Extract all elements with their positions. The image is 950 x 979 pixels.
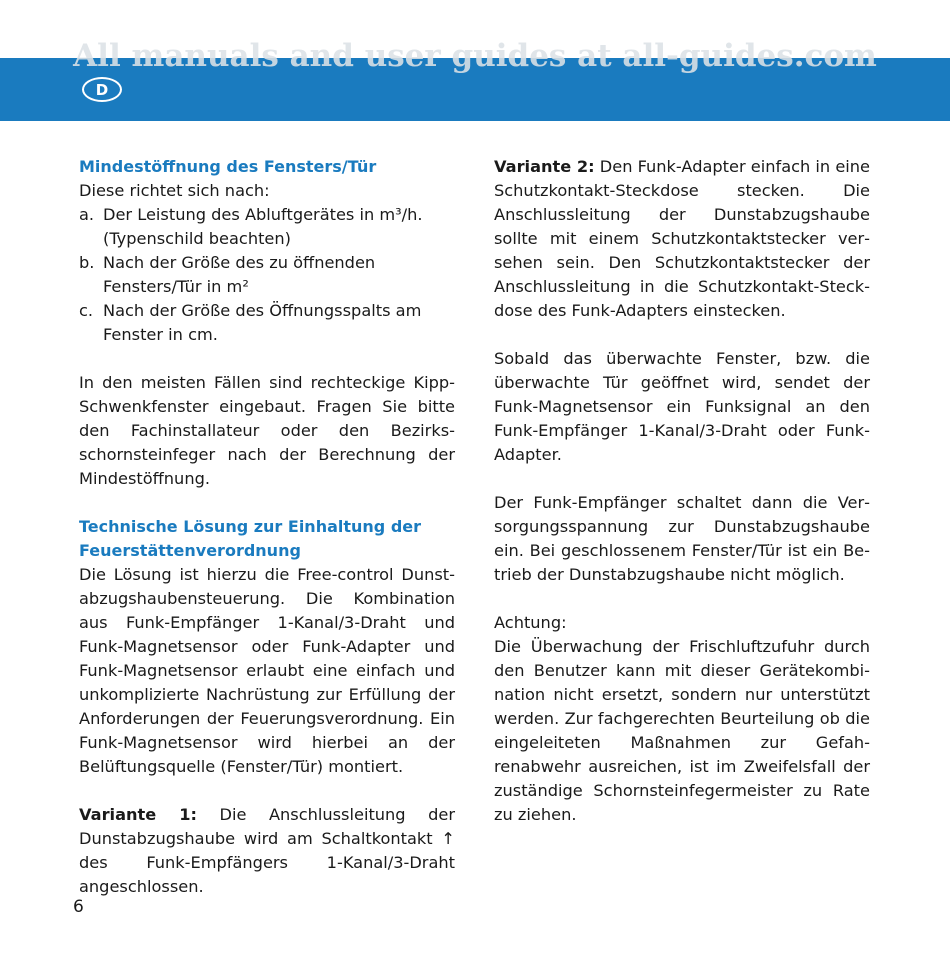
page-number: 6 — [73, 897, 84, 917]
list-line: Fensters/Tür in m² — [103, 277, 249, 296]
heading-line: Feuerstättenverordnung — [79, 541, 301, 560]
paragraph-windows: In den meisten Fällen sind rechteckige Kipp-Schwenkfenster eingebaut. Fragen Sie bitte den Fachinstallateur oder den Bezirksschornsteinfeger nach der Berechnung der Mindestöffnung. — [79, 373, 455, 488]
variant-1-label: Variante 1: — [79, 805, 197, 824]
section-heading-min-opening: Mindestöffnung des Fensters/Tür — [79, 157, 377, 176]
list-line: Der Leistung des Abluftgerätes in m³/h. — [103, 205, 423, 224]
list-line: (Typenschild beachten) — [103, 229, 291, 248]
watermark: All manuals and user guides at all-guides.com — [73, 38, 877, 74]
list-line: Nach der Größe des zu öffnenden — [103, 253, 376, 272]
right-column — [494, 155, 870, 827]
left-column — [79, 155, 455, 899]
criteria-list — [79, 203, 455, 347]
list-text — [103, 203, 455, 251]
list-item — [79, 203, 455, 251]
list-marker: c. — [79, 301, 94, 320]
paragraph-monitoring: Sobald das überwachte Fenster, bzw. die überwachte Tür geöffnet wird, sendet der Funk-Magnetsensor ein Funksignal an den Funk-Empfänger 1-Kanal/3-Draht oder Funk-Adapter. — [494, 349, 870, 464]
variant-2-label: Variante 2: — [494, 157, 595, 176]
list-line: Fenster in cm. — [103, 325, 218, 344]
language-badge: D — [82, 77, 122, 102]
list-text — [103, 299, 455, 347]
list-marker: a. — [79, 205, 95, 224]
list-text — [103, 251, 455, 299]
heading-line: Technische Lösung zur Einhaltung der — [79, 517, 422, 536]
intro-text: Diese richtet sich nach: — [79, 181, 270, 200]
variant-2-text: Den Funk-Adapter einfach in eine Schutzkontakt-Steckdose stecken. Die Anschlussleitung der Dunstabzugshaube sollte mit einem Schutzkontaktstecker versehen sein. Den Schutzkontaktstecker der Anschlussleitung in die Schutzkontakt-Steckdose des Funk-Adapters einstecken. — [494, 157, 871, 320]
list-item — [79, 299, 455, 347]
list-marker: b. — [79, 253, 95, 272]
attention-label: Achtung: — [494, 613, 567, 632]
paragraph-variant-2 — [494, 155, 870, 323]
section-heading-technical-solution — [79, 515, 455, 563]
paragraph-variant-1 — [79, 803, 455, 899]
paragraph-attention: Die Überwachung der Frischluftzufuhr durch den Benutzer kann mit dieser Gerätekombination nicht ersetzt, sondern nur unterstützt werden. Zur fachgerechten Beurteilung ob die eingeleiteten Maßnahmen zur Gefahrenabwehr ausreichen, ist im Zweifelsfall der zuständige Schornsteinfegermeister zu Rate zu ziehen. — [494, 637, 870, 824]
list-line: Nach der Größe des Öffnungsspalts am — [103, 301, 422, 320]
paragraph-solution: Die Lösung ist hierzu die Free-control Dunstabzugshaubensteuerung. Die Kombination aus Funk-Empfänger 1-Kanal/3-Draht und Funk-Magnetsensor oder Funk-Adapter und Funk-Magnetsensor erlaubt eine einfach und unkomplizierte Nachrüstung zur Erfüllung der Anforderungen der Feuerungsverordnung. Ein Funk-Magnetsensor wird hierbei an der Belüftungsquelle (Fenster/Tür) montiert. — [79, 565, 455, 776]
list-item — [79, 251, 455, 299]
variant-1-text: Die Anschlussleitung der Dunstabzugshaube wird am Schaltkontakt ↑ des Funk-Empfängers 1-Kanal/3-Draht angeschlossen. — [79, 805, 455, 896]
paragraph-receiver: Der Funk-Empfänger schaltet dann die Versorgungsspannung zur Dunstabzugshaube ein. Bei geschlossenem Fenster/Tür ist ein Betrieb der Dunstabzugshaube nicht möglich. — [494, 493, 870, 584]
